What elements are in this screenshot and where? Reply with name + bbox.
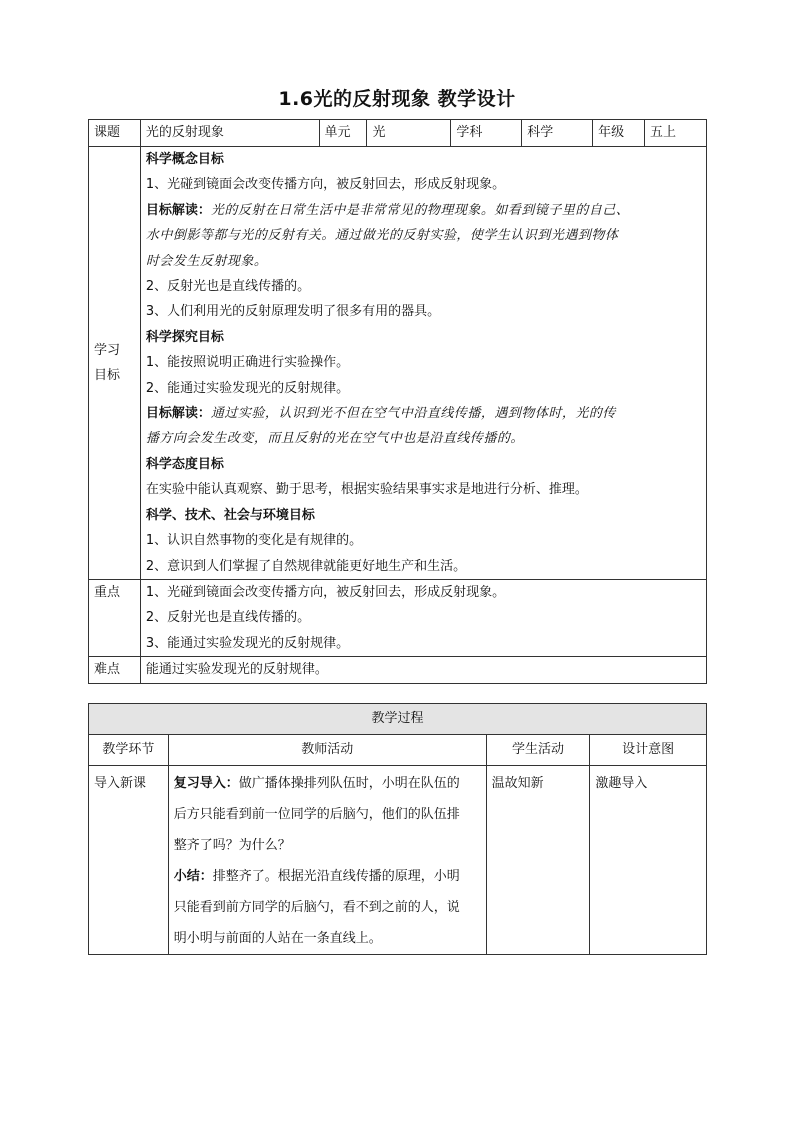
interpretation-text: 通过实验，认识到光不但在空气中沿直线传播，遇到物体时，光的传 [210,406,616,422]
goals-label-line-2: 目标 [94,367,121,383]
process-header-row [89,704,707,735]
key-points-label: 重点 [89,579,141,656]
interpretation-text: 光的反射在日常生活中是非常常见的物理现象。如看到镜子里的自己、 [210,202,630,218]
teaching-process-table [88,703,707,955]
goals-row [89,147,707,580]
goals-label-line-1: 学习 [94,342,121,358]
concept-goal-1: 1、光碰到镜面会改变传播方向，被反射回去，形成反射现象。 [145,177,506,193]
inquiry-goal-2: 2、能通过实验发现光的反射规律。 [145,380,350,396]
lesson-info-table [88,119,707,684]
interpretation-text: 播方向会发生改变，而且反射的光在空气中也是沿直线传播的。 [145,431,524,447]
interpretation-label: 目标解读： [145,202,211,218]
info-row [89,120,707,147]
review-text: 做广播体操排列队伍时，小明在队伍的 [238,776,460,791]
key-point-2: 2、反射光也是直线传播的。 [145,610,311,626]
review-text: 整齐了吗？为什么？ [173,838,291,853]
stse-goal-heading: 科学、技术、社会与环境目标 [145,507,315,523]
student-activity-cell: 温故知新 [486,766,590,955]
col-student-header: 学生活动 [486,735,590,766]
summary-text: 只能看到前方同学的后脑勺，看不到之前的人，说 [173,900,460,915]
col-intent-header: 设计意图 [590,735,707,766]
interpretation-text: 时会发生反射现象。 [145,253,268,269]
summary-label: 小结： [173,869,213,884]
key-point-3: 3、能通过实验发现光的反射规律。 [145,635,350,651]
review-label: 复习导入： [173,776,239,791]
summary-text: 排整齐了。根据光沿直线传播的原理，小明 [212,869,460,884]
difficulty-row [89,657,707,683]
process-columns-row [89,735,707,766]
unit-label: 单元 [319,120,367,147]
document-title: 1.6光的反射现象 教学设计 [278,88,516,110]
key-point-1: 1、光碰到镜面会改变传播方向，被反射回去，形成反射现象。 [145,584,506,600]
review-text: 后方只能看到前一位同学的后脑勺，他们的队伍排 [173,807,460,822]
subject-value: 科学 [522,120,593,147]
key-points-row [89,579,707,656]
inquiry-goal-1: 1、能按照说明正确进行实验操作。 [145,355,350,371]
attitude-goal-heading: 科学态度目标 [145,456,224,472]
stse-goal-2: 2、意识到人们掌握了自然规律就能更好地生产和生活。 [145,558,467,574]
key-points-content [140,579,706,656]
design-intent-cell: 激趣导入 [590,766,707,955]
grade-label: 年级 [593,120,645,147]
summary-text: 明小明与前面的人站在一条直线上。 [173,931,382,946]
concept-goal-heading: 科学概念目标 [145,152,224,167]
grade-value: 五上 [645,120,707,147]
teacher-activity-cell [168,766,486,955]
goals-content [140,147,706,580]
stage-cell: 导入新课 [89,766,169,955]
topic-label: 课题 [89,120,141,147]
inquiry-goal-heading: 科学探究目标 [145,329,224,345]
stse-goal-1: 1、认识自然事物的变化是有规律的。 [145,533,363,549]
process-header: 教学过程 [89,704,707,735]
attitude-goal: 在实验中能认真观察、勤于思考，根据实验结果事实求是地进行分析、推理。 [145,482,588,498]
interpretation-label: 目标解读： [145,406,211,422]
col-teacher-header: 教师活动 [168,735,486,766]
process-row [89,766,707,955]
topic-value: 光的反射现象 [140,120,319,147]
unit-value: 光 [367,120,451,147]
interpretation-text: 水中倒影等都与光的反射有关。通过做光的反射实验，使学生认识到光遇到物体 [145,228,619,244]
goals-label [89,147,141,580]
col-stage-header: 教学环节 [89,735,169,766]
difficulty-content: 能通过实验发现光的反射规律。 [140,657,706,683]
concept-goal-3: 3、人们利用光的反射原理发明了很多有用的器具。 [145,304,441,320]
subject-label: 学科 [451,120,522,147]
difficulty-label: 难点 [89,657,141,683]
concept-goal-2: 2、反射光也是直线传播的。 [145,279,311,295]
